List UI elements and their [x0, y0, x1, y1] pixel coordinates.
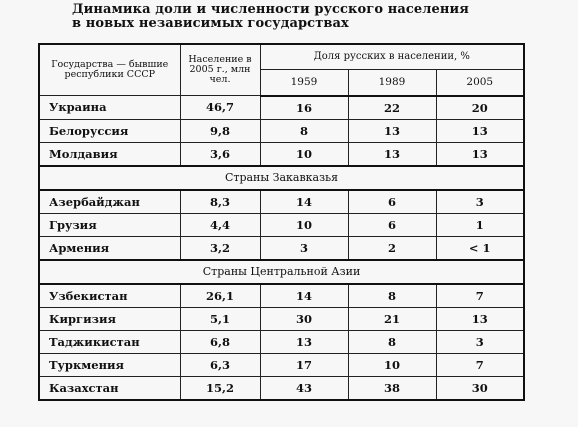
population-value: 6,8: [180, 330, 260, 353]
population-value: 4,4: [180, 213, 260, 236]
country-name: Таджикистан: [39, 330, 180, 353]
share-2005: < 1: [436, 236, 524, 260]
share-2005: 13: [436, 307, 524, 330]
share-1989: 13: [348, 142, 436, 166]
share-1989: 2: [348, 236, 436, 260]
table-row: [39, 376, 524, 400]
share-1989: 6: [348, 213, 436, 236]
section-row: [39, 166, 524, 190]
share-1959: 14: [260, 284, 348, 308]
country-name: Туркмения: [39, 353, 180, 376]
table-row: [39, 353, 524, 376]
section-label: Страны Центральной Азии: [39, 260, 524, 284]
table-row: [39, 307, 524, 330]
country-name: Узбекистан: [39, 284, 180, 308]
share-1959: 3: [260, 236, 348, 260]
table-body: [39, 96, 524, 400]
title-line-1: Динамика доли и численности русского населения: [72, 2, 469, 17]
population-value: 46,7: [180, 96, 260, 120]
country-name: Армения: [39, 236, 180, 260]
population-table: [38, 43, 525, 401]
share-2005: 3: [436, 190, 524, 214]
population-value: 9,8: [180, 119, 260, 142]
share-1989: 10: [348, 353, 436, 376]
header-state: Государства — бывшие республики СССР: [39, 44, 180, 96]
section-label: Страны Закавказья: [39, 166, 524, 190]
share-2005: 20: [436, 96, 524, 120]
share-1959: 10: [260, 213, 348, 236]
population-value: 3,6: [180, 142, 260, 166]
title-line-2: в новых независимых государствах: [72, 16, 349, 31]
header-year-1989: 1989: [348, 70, 436, 96]
share-2005: 13: [436, 119, 524, 142]
table-row: [39, 96, 524, 120]
section-row: [39, 260, 524, 284]
share-1989: 13: [348, 119, 436, 142]
population-value: 8,3: [180, 190, 260, 214]
country-name: Азербайджан: [39, 190, 180, 214]
country-name: Белоруссия: [39, 119, 180, 142]
table-row: [39, 236, 524, 260]
header-year-2005: 2005: [436, 70, 524, 96]
share-1989: 22: [348, 96, 436, 120]
share-1989: 8: [348, 284, 436, 308]
share-1989: 8: [348, 330, 436, 353]
table-title: [72, 3, 469, 31]
share-1959: 14: [260, 190, 348, 214]
table-row: [39, 330, 524, 353]
table-row: [39, 119, 524, 142]
country-name: Молдавия: [39, 142, 180, 166]
country-name: Казахстан: [39, 376, 180, 400]
country-name: Украина: [39, 96, 180, 120]
header-share: Доля русских в населении, %: [260, 44, 524, 70]
share-1959: 16: [260, 96, 348, 120]
table-row: [39, 190, 524, 214]
share-1959: 10: [260, 142, 348, 166]
share-2005: 7: [436, 284, 524, 308]
population-value: 6,3: [180, 353, 260, 376]
share-1989: 38: [348, 376, 436, 400]
share-2005: 1: [436, 213, 524, 236]
table-row: [39, 284, 524, 308]
header-year-1959: 1959: [260, 70, 348, 96]
share-2005: 7: [436, 353, 524, 376]
share-1959: 17: [260, 353, 348, 376]
population-value: 15,2: [180, 376, 260, 400]
share-1959: 43: [260, 376, 348, 400]
population-value: 5,1: [180, 307, 260, 330]
share-2005: 13: [436, 142, 524, 166]
share-1989: 6: [348, 190, 436, 214]
share-1959: 30: [260, 307, 348, 330]
table-row: [39, 142, 524, 166]
table-row: [39, 213, 524, 236]
share-1959: 8: [260, 119, 348, 142]
header-population: Население в 2005 г., млн чел.: [180, 44, 260, 96]
population-value: 26,1: [180, 284, 260, 308]
country-name: Киргизия: [39, 307, 180, 330]
share-1989: 21: [348, 307, 436, 330]
share-2005: 3: [436, 330, 524, 353]
population-value: 3,2: [180, 236, 260, 260]
country-name: Грузия: [39, 213, 180, 236]
share-1959: 13: [260, 330, 348, 353]
share-2005: 30: [436, 376, 524, 400]
